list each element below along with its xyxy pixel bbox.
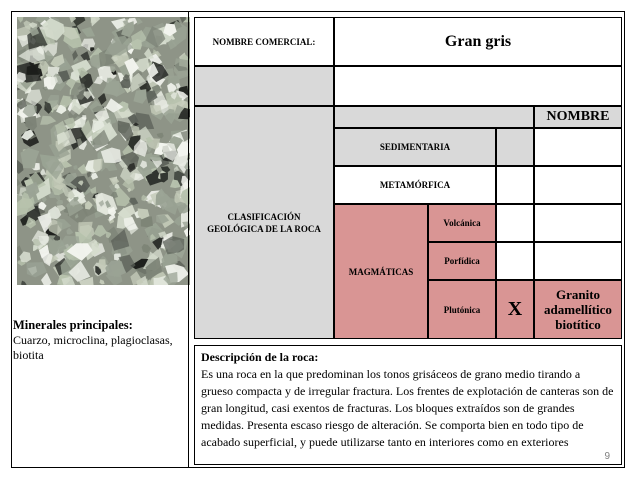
metamorfica-mark-cell xyxy=(496,166,534,204)
description-title: Descripción de la roca: xyxy=(201,350,319,364)
porfidica-label: Porfídica xyxy=(428,242,496,280)
metamorfica-name-cell xyxy=(534,166,622,204)
plutonica-label: Plutónica xyxy=(428,280,496,339)
magmaticas-label: MAGMÁTICAS xyxy=(334,204,428,339)
minerals-title: Minerales principales: xyxy=(13,318,133,332)
volcanica-mark-cell xyxy=(496,204,534,242)
nombre-header: NOMBRE xyxy=(534,106,622,128)
commercial-name-value: Gran gris xyxy=(334,17,622,66)
sedimentaria-name-cell xyxy=(534,128,622,166)
sedimentaria-label: SEDIMENTARIA xyxy=(334,128,496,166)
empty-cell-left xyxy=(194,66,334,106)
porfidica-name-cell xyxy=(534,242,622,280)
description-text: Es una roca en la que predominan los tonos grisáceos de grano medio tirando a grueso compacta y de irregular fractura. Los frentes de explotación de canteras son de gran longitud, casi exentos de fracturas. Los bloques extraídos son de grandes medidas. Presenta escaso riesgo de alteración. Se comporta bien en todo tipo de acabado superficial, y puede utilizarse tanto en interiores como en exteriores xyxy=(201,367,614,449)
volcanica-label: Volcánica xyxy=(428,204,496,242)
column-divider xyxy=(188,11,189,468)
plutonica-mark: X xyxy=(496,280,534,339)
metamorfica-label: METAMÓRFICA xyxy=(334,166,496,204)
minerals-text: Cuarzo, microclina, plagioclasas, biotita xyxy=(13,333,173,362)
page-number: 9 xyxy=(604,451,610,462)
commercial-name-label: NOMBRE COMERCIAL: xyxy=(194,17,334,66)
volcanica-name-cell xyxy=(534,204,622,242)
classification-header-blank xyxy=(334,106,534,128)
description-block xyxy=(194,345,622,465)
granite-photo xyxy=(17,17,190,285)
empty-cell-right xyxy=(334,66,622,106)
sedimentaria-mark-cell xyxy=(496,128,534,166)
rock-name: Granito adamellítico biotítico xyxy=(534,280,622,339)
classification-label: CLASIFICACIÓN GEOLÓGICA DE LA ROCA xyxy=(194,106,334,339)
porfidica-mark-cell xyxy=(496,242,534,280)
minerals-block xyxy=(13,318,188,363)
